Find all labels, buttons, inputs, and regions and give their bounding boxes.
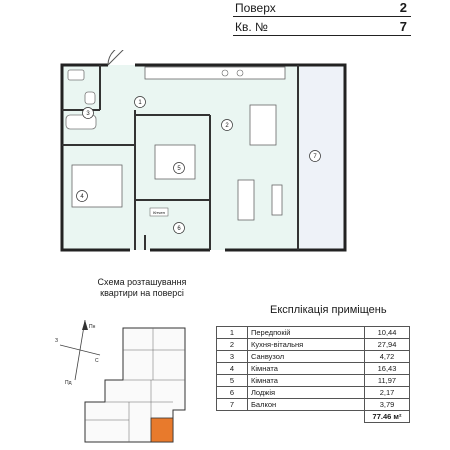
compass-we-line [60,345,100,355]
room-name: Передпокій [248,327,365,339]
table-row [217,363,410,375]
room-marker-7: 7 [313,154,317,160]
table-row [217,339,410,351]
row-number: 5 [217,375,248,387]
entry-door-leaf [108,50,128,65]
entry-door [108,50,128,65]
room-area: 4,72 [365,351,410,363]
room-name: Кімната [248,363,365,375]
explication-table [216,326,410,423]
bed-room-5 [155,145,195,179]
dining-table [250,105,276,145]
room-marker-3: 3 [86,111,90,117]
tv-unit [272,185,282,215]
small-label: Кітчен [153,210,165,215]
total-row [217,411,410,423]
floor-value: 2 [399,0,407,15]
highlighted-apartment [151,418,173,442]
row-number: 4 [217,363,248,375]
compass-north-arrow [82,320,88,330]
room-marker-1: 1 [138,100,142,106]
floor-label: Поверх [235,1,276,15]
room-name: Санвузол [248,351,365,363]
row-number: 1 [217,327,248,339]
row-number: 2 [217,339,248,351]
room-area: 16,43 [365,363,410,375]
floor-plan [60,50,360,255]
table-row [217,375,410,387]
scheme-caption: Схема розташування квартири на поверсі [97,277,187,298]
room-marker-2: 2 [225,123,229,129]
explication-title: Експлікація приміщень [270,304,387,316]
apartment-row [233,19,411,36]
apartment-value: 7 [399,19,407,34]
row-number: 3 [217,351,248,363]
room-area: 27,94 [365,339,410,351]
compass [55,320,100,386]
table-row [217,351,410,363]
room-area: 10,44 [365,327,410,339]
room-name: Лоджія [248,387,365,399]
kitchen-counter [145,67,285,79]
room-marker-6: 6 [177,226,181,232]
compass-west: З [55,338,59,344]
total-spacer [248,411,365,423]
room-area: 2,17 [365,387,410,399]
balcony-area [300,65,345,250]
table-row [217,399,410,411]
room-area: 11,97 [365,375,410,387]
compass-north: Пн [89,324,96,330]
compass-east: С [95,358,99,364]
room-marker-5: 5 [177,166,181,172]
room-area: 3,79 [365,399,410,411]
total-area: 77.46 м² [365,411,410,423]
room-name: Кухня-вітальня [248,339,365,351]
table-row [217,327,410,339]
apartment-label: Кв. № [235,20,268,34]
total-spacer [217,411,248,423]
floor-row [233,0,411,17]
row-number: 7 [217,399,248,411]
sofa [238,180,254,220]
room-marker-4: 4 [80,194,84,200]
table-row [217,387,410,399]
row-number: 6 [217,387,248,399]
sink-fixture [68,70,84,80]
toilet-fixture [85,92,95,104]
room-name: Балкон [248,399,365,411]
compass-south: Пд [65,380,72,386]
building-minimap [55,320,195,445]
room-name: Кімната [248,375,365,387]
